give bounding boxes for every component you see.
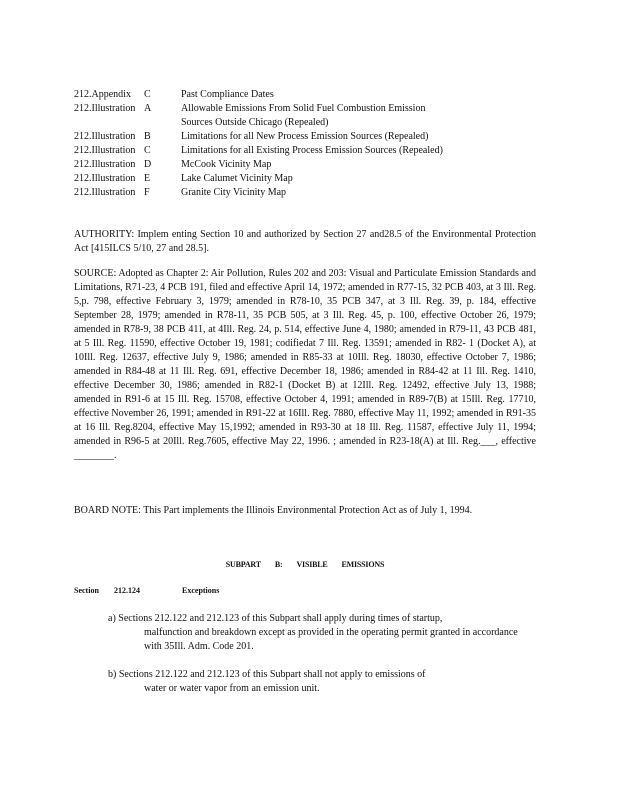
appendix-row: [74, 144, 554, 158]
appendix-section: 212.Illustration: [74, 187, 136, 198]
appendix-row: [74, 186, 554, 200]
authority-paragraph: AUTHORITY: Implem enting Section 10 and authorized by Section 27 and28.5 of the Environmental Protection Act [415ILCS 5/10, 27 and 28.5].: [74, 229, 536, 254]
subsection-a-continuation: malfunction and breakdown except as provided in the operating permit granted in accordance with 35Ill. Adm. Code 201.: [144, 627, 518, 652]
appendix-title: Lake Calumet Vicinity Map: [181, 173, 293, 184]
appendix-title: McCook Vicinity Map: [181, 159, 272, 170]
appendix-index: [74, 88, 554, 200]
section-number: 212.124: [114, 586, 140, 595]
appendix-letter: F: [144, 187, 150, 198]
appendix-letter: A: [144, 103, 152, 114]
appendix-letter: C: [144, 145, 151, 156]
subpart-letter: B:: [274, 560, 283, 569]
subsection-b: [108, 668, 538, 696]
board-note: BOARD NOTE: This Part implements the Illinois Environmental Protection Act as of July 1, 1994.: [74, 505, 473, 516]
appendix-letter: C: [144, 89, 151, 100]
appendix-section: 212.Appendix: [74, 89, 131, 100]
appendix-section: 212.Illustration: [74, 159, 136, 170]
appendix-row: [74, 88, 554, 102]
appendix-section: 212.Illustration: [74, 131, 136, 142]
appendix-section: 212.Illustration: [74, 173, 136, 184]
appendix-letter: E: [144, 173, 151, 184]
section-title: Exceptions: [182, 586, 220, 595]
subsection-b-first-line: b) Sections 212.122 and 212.123 of this Subpart shall not apply to emissions of: [108, 669, 426, 680]
subsection-a: [108, 612, 538, 654]
section-heading: [74, 584, 219, 598]
appendix-row: [74, 158, 554, 172]
appendix-row: [74, 102, 554, 130]
appendix-letter: D: [144, 159, 152, 170]
subpart-name-2: EMISSIONS: [341, 560, 385, 569]
appendix-section: 212.Illustration: [74, 145, 136, 156]
appendix-title: Limitations for all New Process Emission Sources (Repealed): [181, 131, 429, 142]
subpart-word: SUBPART: [225, 560, 261, 569]
section-label: Section: [74, 586, 99, 595]
subpart-heading: [74, 558, 536, 572]
subpart-name-1: VISIBLE: [296, 560, 328, 569]
subsection-b-continuation: water or water vapor from an emission unit.: [144, 683, 320, 694]
appendix-title: Past Compliance Dates: [181, 89, 274, 100]
subsection-a-first-line: a) Sections 212.122 and 212.123 of this Subpart shall apply during times of startup,: [108, 613, 443, 624]
appendix-row: [74, 172, 554, 186]
appendix-section: 212.Illustration: [74, 103, 136, 114]
appendix-title: Granite City Vicinity Map: [181, 187, 287, 198]
appendix-row: [74, 130, 554, 144]
appendix-letter: B: [144, 131, 151, 142]
source-paragraph: SOURCE: Adopted as Chapter 2: Air Pollution, Rules 202 and 203: Visual and Particulate Emission Standards and Limitations, R71-23, 4 PCB 191, filed and effective April 14, 1972; amended in R77-15, 32 PCB 403, at 3 Ill. Reg. 5,p. 798, effective February 3, 1979; amended in R78-10, 35 PCB 347, at 3 Ill. Reg. 39, p. 184, effective September 28, 1979; amended in R78-11, 35 PCB 505, at 3 Ill. Reg. 45, p. 100, effective October 26, 1979; amended in R78-9, 38 PCB 411, at 4Ill. Reg. 24, p. 514, effective June 4, 1980; amended in R79-11, 43 PCB 481, at 5 Ill. Reg. 11590, effective October 19, 1981; codifiedat 7 Ill. Reg. 13591; amended in R82- 1 (Docket A), at 10Ill. Reg. 12637, effective July 9, 1986; amended in R85-33 at 10Ill. Reg. 18030, effective October 7, 1986; amended in R84-48 at 11 Ill. Reg. 691, effective December 18, 1986; amended in R84-42 at 11 Ill. Reg. 1410, effective December 30, 1986; amended in R82-1 (Docket B) at 12Ill. Reg. 12492, effective July 13, 1988; amended in R91-6 at 15 Ill. Reg. 15708, effective October 4, 1991; amended in R89-7(B) at 15Ill. Reg. 17710, effective November 26, 1991; amended in R91-22 at 16Ill. Reg. 7880, effective May 11, 1992; amended in R91-35 at 16 Ill. Reg.8204, effective May 15,1992; amended in R93-30 at 18 Ill. Reg. 11587, effective July 11, 1994; amended in R96-5 at 20Ill. Reg.7605, effective May 22, 1996. ; amended in R23-18(A) at Ill. Reg.___, effective ________.: [74, 268, 536, 461]
appendix-title: Allowable Emissions From Solid Fuel Combustion Emission: [181, 103, 426, 114]
appendix-title: Limitations for all Existing Process Emission Sources (Repealed): [181, 145, 443, 156]
appendix-title-continued: Sources Outside Chicago (Repealed): [181, 117, 329, 128]
